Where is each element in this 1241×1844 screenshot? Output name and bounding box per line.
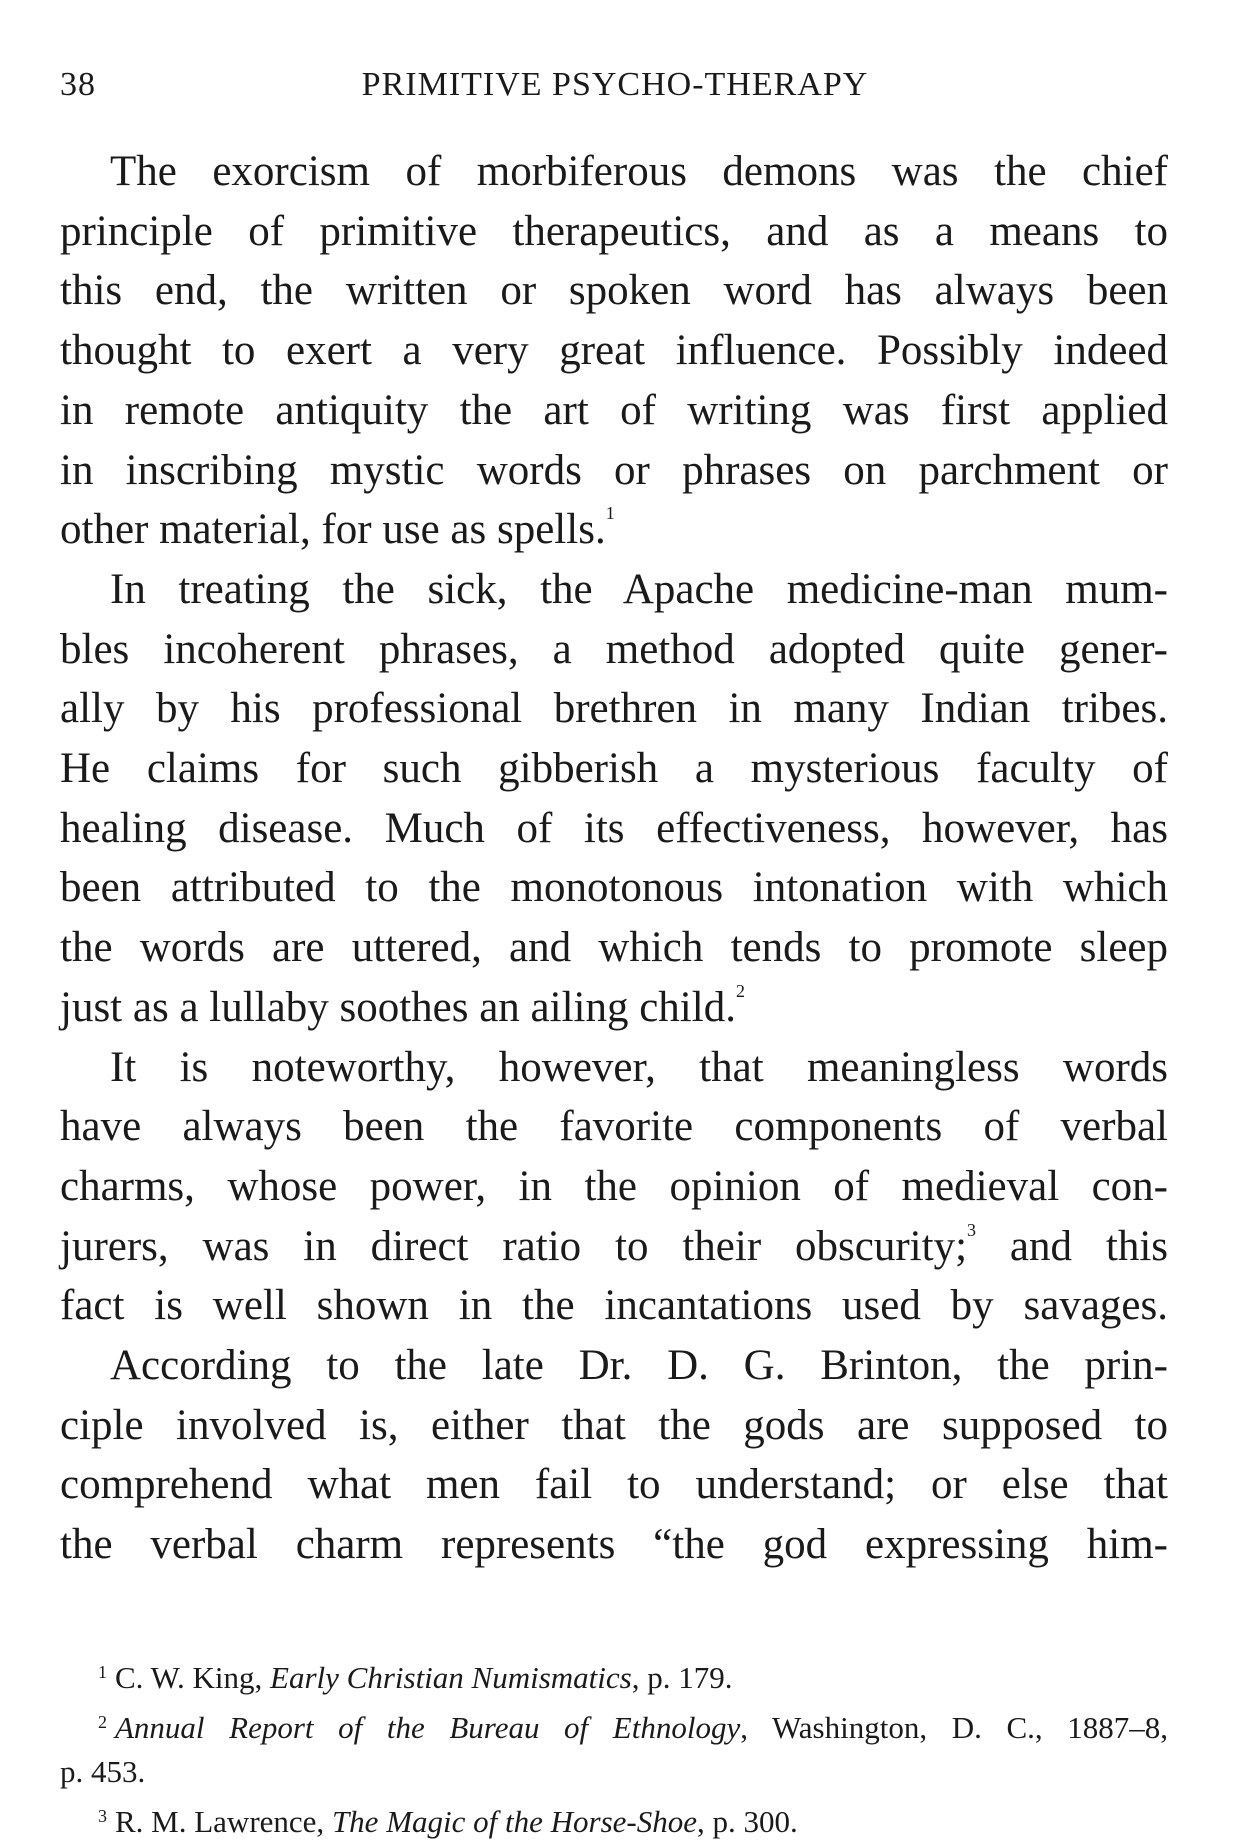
paragraph (60, 560, 1168, 1038)
text-line: comprehend what men fail to understand; or else that (60, 1461, 1168, 1509)
text-line: bles incoherent phrases, a method adopted quite gener- (60, 625, 1168, 673)
footnote-author: C. W. King, (115, 1660, 271, 1695)
text-line: fact is well shown in the incantations used by savages. (60, 1282, 1168, 1330)
footnotes (60, 1650, 1168, 1844)
text-line: in remote antiquity the art of writing was first applied (60, 386, 1168, 434)
text-line: It is noteworthy, however, that meaningless words (110, 1043, 1168, 1091)
text-line: principle of primitive therapeutics, and as a means to (60, 207, 1168, 255)
text-line: the verbal charm represents “the god expressing him- (60, 1521, 1168, 1569)
text-line: healing disease. Much of its effectiveness, however, has (60, 804, 1168, 852)
footnote-number: 2 (98, 1712, 107, 1732)
footnote-rest: , p. 179. (631, 1660, 733, 1695)
text-line-content: just as a lullaby soothes an ailing child. (60, 983, 736, 1031)
paragraph (60, 142, 1168, 560)
footnote-title: The Magic of the Horse-Shoe (331, 1804, 697, 1839)
footnote-line (60, 1700, 1168, 1750)
text-line: in inscribing mystic words or phrases on parchment or (60, 446, 1168, 494)
text-line: The exorcism of morbiferous demons was the chief (110, 148, 1168, 195)
text-line: have always been the favorite components of verbal (60, 1103, 1168, 1151)
running-head: PRIMITIVE PSYCHO-THERAPY (361, 66, 869, 103)
text-line-content: other material, for use as spells. (60, 506, 606, 554)
footnote-author: R. M. Lawrence, (115, 1804, 332, 1839)
footnote-title: Annual Report of the Bureau of Ethnology (115, 1710, 741, 1745)
footnote-title: Early Christian Numismatics (270, 1660, 632, 1695)
text-line: ally by his professional brethren in many Indian tribes. (60, 685, 1168, 733)
text-line: In treating the sick, the Apache medicine-man mum- (110, 565, 1168, 613)
text-line-content: and this (976, 1222, 1168, 1270)
footnote-ref: 3 (967, 1219, 977, 1240)
text-line-content: jurers, was in direct ratio to their obscurity; (60, 1222, 968, 1270)
text-line: He claims for such gibberish a mysterious faculty of (60, 745, 1168, 793)
footnote-line (60, 1650, 1168, 1700)
text-line: According to the late Dr. D. G. Brinton, the prin- (110, 1342, 1168, 1390)
text-line: the words are uttered, and which tends to promote sleep (60, 924, 1168, 972)
text-line: this end, the written or spoken word has always been (60, 267, 1168, 315)
text-line (60, 978, 1168, 1038)
footnote-rest: , p. 300. (696, 1804, 798, 1839)
page-header (60, 66, 1170, 116)
footnote (60, 1794, 1168, 1844)
text-line (60, 1217, 1168, 1277)
footnote (60, 1700, 1168, 1794)
text-line: charms, whose power, in the opinion of medieval con- (60, 1162, 1168, 1210)
paragraph (60, 1038, 1168, 1337)
footnote-number: 3 (98, 1806, 107, 1826)
footnote-ref: 2 (735, 980, 745, 1001)
body-text (60, 142, 1168, 1575)
footnote-line: p. 453. (60, 1754, 146, 1789)
footnote-rest: , Washington, D. C., 1887–8, (740, 1710, 1168, 1745)
footnote-line (60, 1794, 1168, 1844)
text-line: been attributed to the monotonous intonation with which (60, 864, 1168, 912)
footnote-ref: 1 (605, 503, 615, 524)
footnote-number: 1 (98, 1662, 107, 1682)
text-line: thought to exert a very great influence. Possibly indeed (60, 327, 1168, 375)
footnote (60, 1650, 1168, 1700)
page-number: 38 (60, 66, 96, 103)
text-line (60, 500, 1168, 560)
paragraph (60, 1336, 1168, 1575)
text-line: ciple involved is, either that the gods are supposed to (60, 1401, 1168, 1449)
